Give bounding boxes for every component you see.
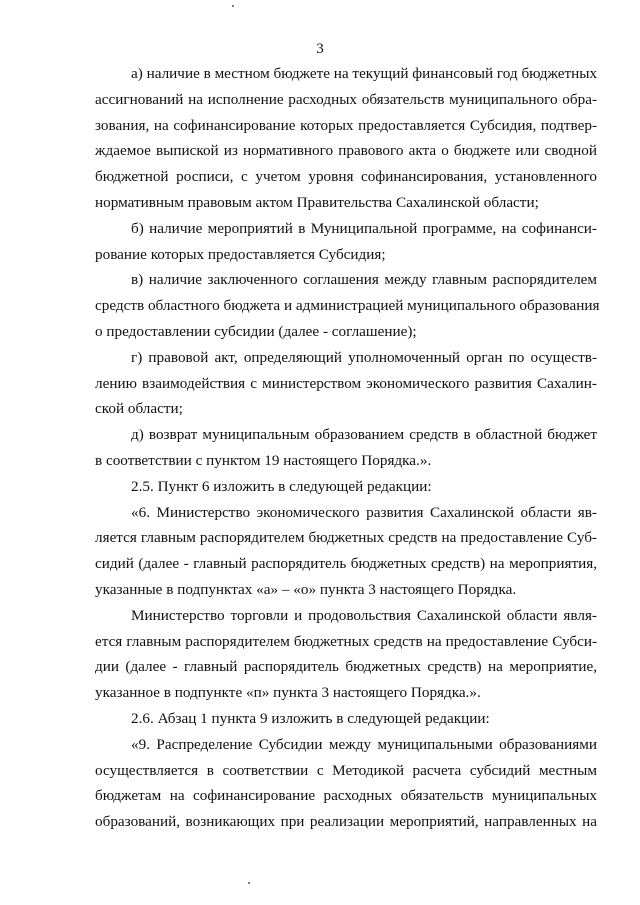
text-line: лению взаимодействия с министерством экономического развития Сахалин-	[95, 374, 597, 392]
text-line: зования, на софинансирование которых предоставляется Субсидия, подтвер-	[95, 116, 597, 134]
text-line: б) наличие мероприятий в Муниципальной программе, на софинанси-	[131, 219, 597, 237]
text-line: ассигнований на исполнение расходных обязательств муниципального обра-	[95, 90, 597, 108]
paragraph	[95, 267, 600, 344]
text-line: Министерство торговли и продовольствия Сахалинской области явля-	[131, 606, 597, 624]
paragraph	[95, 345, 597, 422]
paragraph	[95, 422, 597, 474]
text-line: в соответствии с пунктом 19 настоящего Порядка.».	[95, 451, 432, 469]
paragraph	[95, 61, 597, 216]
paragraph	[95, 732, 597, 835]
text-line: г) правовой акт, определяющий уполномоченный орган по осуществ-	[131, 348, 597, 366]
text-line: сидий (далее - главный распорядитель бюджетных средств) на мероприятия,	[95, 555, 597, 573]
text-line: бюджетной росписи, с учетом уровня софинансирования, установленного	[95, 168, 597, 186]
paragraph	[95, 474, 597, 500]
text-line: о предоставлении субсидии (далее - соглашение);	[95, 322, 417, 340]
text-line: рование которых предоставляется Субсидия;	[95, 245, 386, 263]
text-line: ждаемое выпиской из нормативного правового акта о бюджете или сводной	[95, 142, 597, 160]
text-line: в) наличие заключенного соглашения между главным распорядителем	[131, 271, 597, 289]
text-line: д) возврат муниципальным образованием средств в областной бюджет	[131, 426, 597, 444]
paragraph	[95, 706, 597, 732]
scan-speck	[248, 882, 250, 884]
paragraph	[95, 500, 597, 603]
text-line: ской области;	[95, 400, 183, 418]
text-line: 2.5. Пункт 6 изложить в следующей редакции:	[131, 477, 432, 495]
text-line: ляется главным распорядителем бюджетных средств на предоставление Суб-	[95, 529, 597, 547]
text-line: «9. Распределение Субсидии между муниципальными образованиями	[131, 735, 597, 753]
text-line: осуществляется в соответствии с Методикой расчета субсидий местным	[95, 761, 597, 779]
paragraph	[95, 216, 597, 268]
scan-speck	[232, 5, 234, 7]
paragraph	[95, 603, 597, 706]
text-line: нормативным правовым актом Правительства Сахалинской области;	[95, 193, 539, 211]
text-line: дии (далее - главный распорядитель бюджетных средств) на мероприятие,	[95, 658, 597, 676]
text-line: «6. Министерство экономического развития Сахалинской области яв-	[131, 503, 597, 521]
document-body	[95, 61, 600, 835]
text-line: 2.6. Абзац 1 пункта 9 изложить в следующей редакции:	[131, 709, 490, 727]
text-line: указанное в подпункте «п» пункта 3 настоящего Порядка.».	[95, 684, 481, 702]
page-number: 3	[316, 41, 324, 57]
text-line: средств областного бюджета и администрацией муниципального образования	[95, 297, 600, 315]
text-line: указанные в подпунктах «а» – «о» пункта 3 настоящего Порядка.	[95, 580, 517, 598]
text-line: образований, возникающих при реализации мероприятий, направленных на	[95, 813, 597, 831]
text-line: а) наличие в местном бюджете на текущий финансовый год бюджетных	[131, 65, 598, 82]
text-line: бюджетам на софинансирование расходных обязательств муниципальных	[95, 787, 597, 805]
text-line: ется главным распорядителем бюджетных средств на предоставление Субси-	[95, 632, 597, 650]
